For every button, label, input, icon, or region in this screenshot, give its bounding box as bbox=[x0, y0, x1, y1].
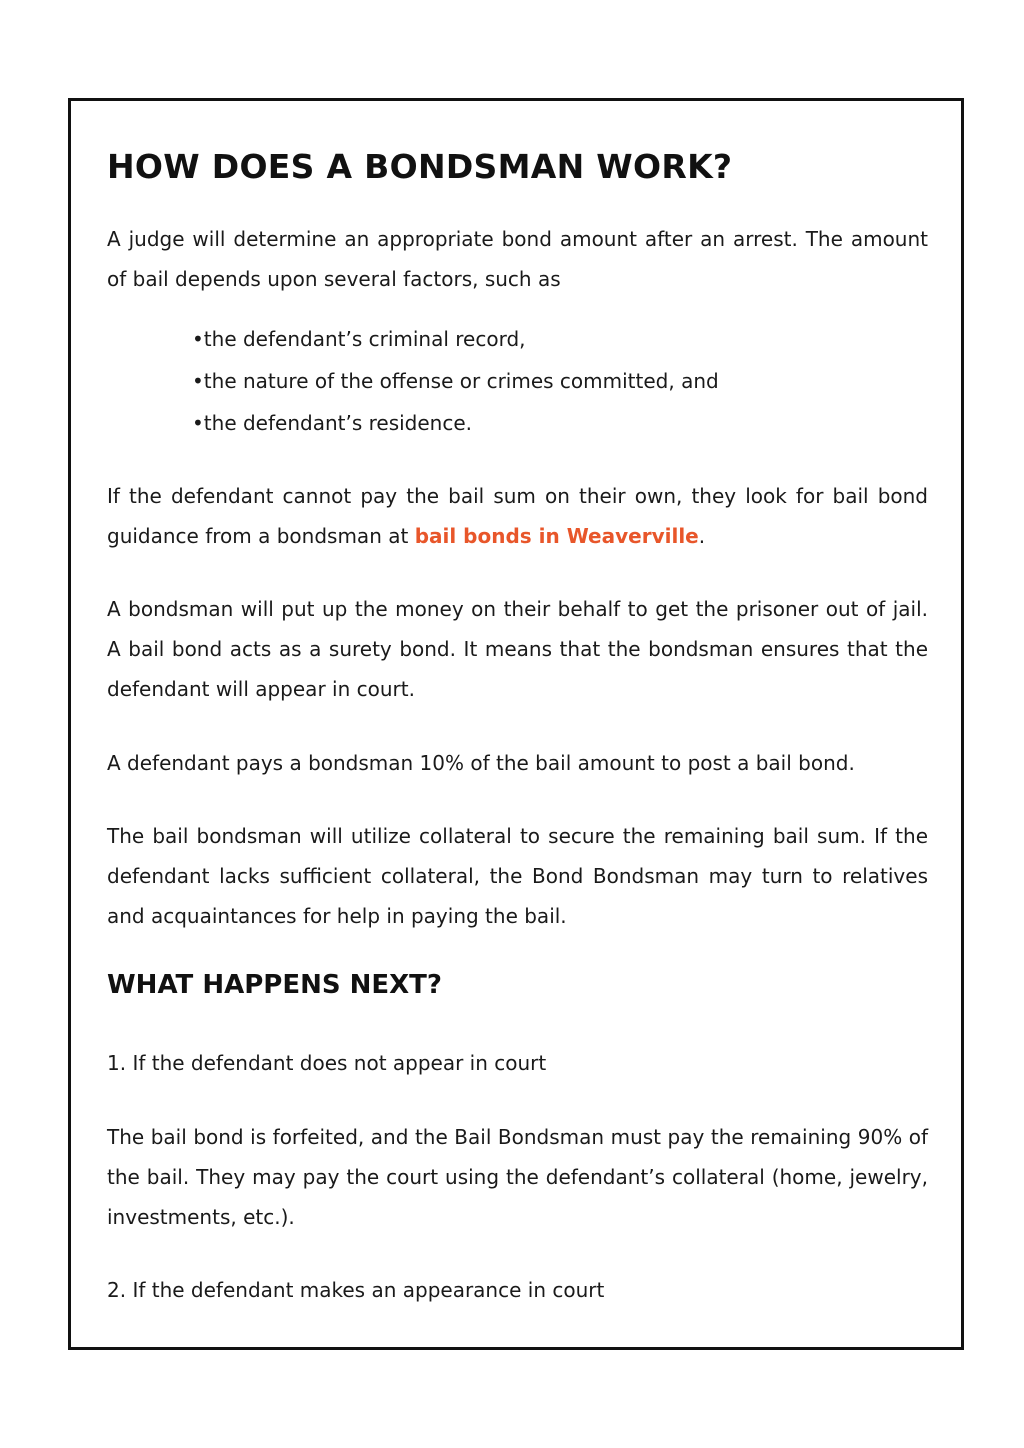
guidance-text-end: . bbox=[698, 524, 706, 548]
fee-paragraph: A defendant pays a bondsman 10% of the bail amount to post a bail bond. bbox=[107, 751, 855, 775]
intro-paragraph: A judge will determine an appropriate bond amount after an arrest. The amount of bail depends upon several factors, such as bbox=[107, 227, 928, 291]
surety-paragraph: A bondsman will put up the money on their behalf to get the prisoner out of jail. A bail bond acts as a surety bond. It means that the bondsman ensures that the defendant will appear in court. bbox=[107, 597, 928, 701]
factor-list bbox=[192, 318, 719, 444]
case-one-title: 1. If the defendant does not appear in court bbox=[107, 1051, 547, 1075]
list-item: •the nature of the offense or crimes committed, and bbox=[192, 369, 719, 393]
list-item: •the defendant’s residence. bbox=[192, 411, 472, 435]
case-two-title: 2. If the defendant makes an appearance in court bbox=[107, 1278, 605, 1302]
bail-bonds-weaverville-link[interactable]: bail bonds in Weaverville bbox=[414, 524, 699, 548]
list-item: •the defendant’s criminal record, bbox=[192, 327, 526, 351]
guidance-paragraph bbox=[107, 476, 928, 556]
guidance-text: If the defendant cannot pay the bail sum on their own, they look for bail bond guidance from a bondsman at bbox=[107, 484, 928, 548]
section-heading: WHAT HAPPENS NEXT? bbox=[107, 970, 443, 1000]
case-one-paragraph: The bail bond is forfeited, and the Bail Bondsman must pay the remaining 90% of the bail. They may pay the court using the defendant’s collateral (home, jewelry, investments, etc.). bbox=[107, 1125, 928, 1229]
page-title: HOW DOES A BONDSMAN WORK? bbox=[107, 147, 733, 186]
document-frame bbox=[68, 98, 964, 1350]
collateral-paragraph: The bail bondsman will utilize collateral to secure the remaining bail sum. If the defendant lacks sufficient collateral, the Bond Bondsman may turn to relatives and acquaintances for help in paying the bail. bbox=[107, 824, 928, 928]
